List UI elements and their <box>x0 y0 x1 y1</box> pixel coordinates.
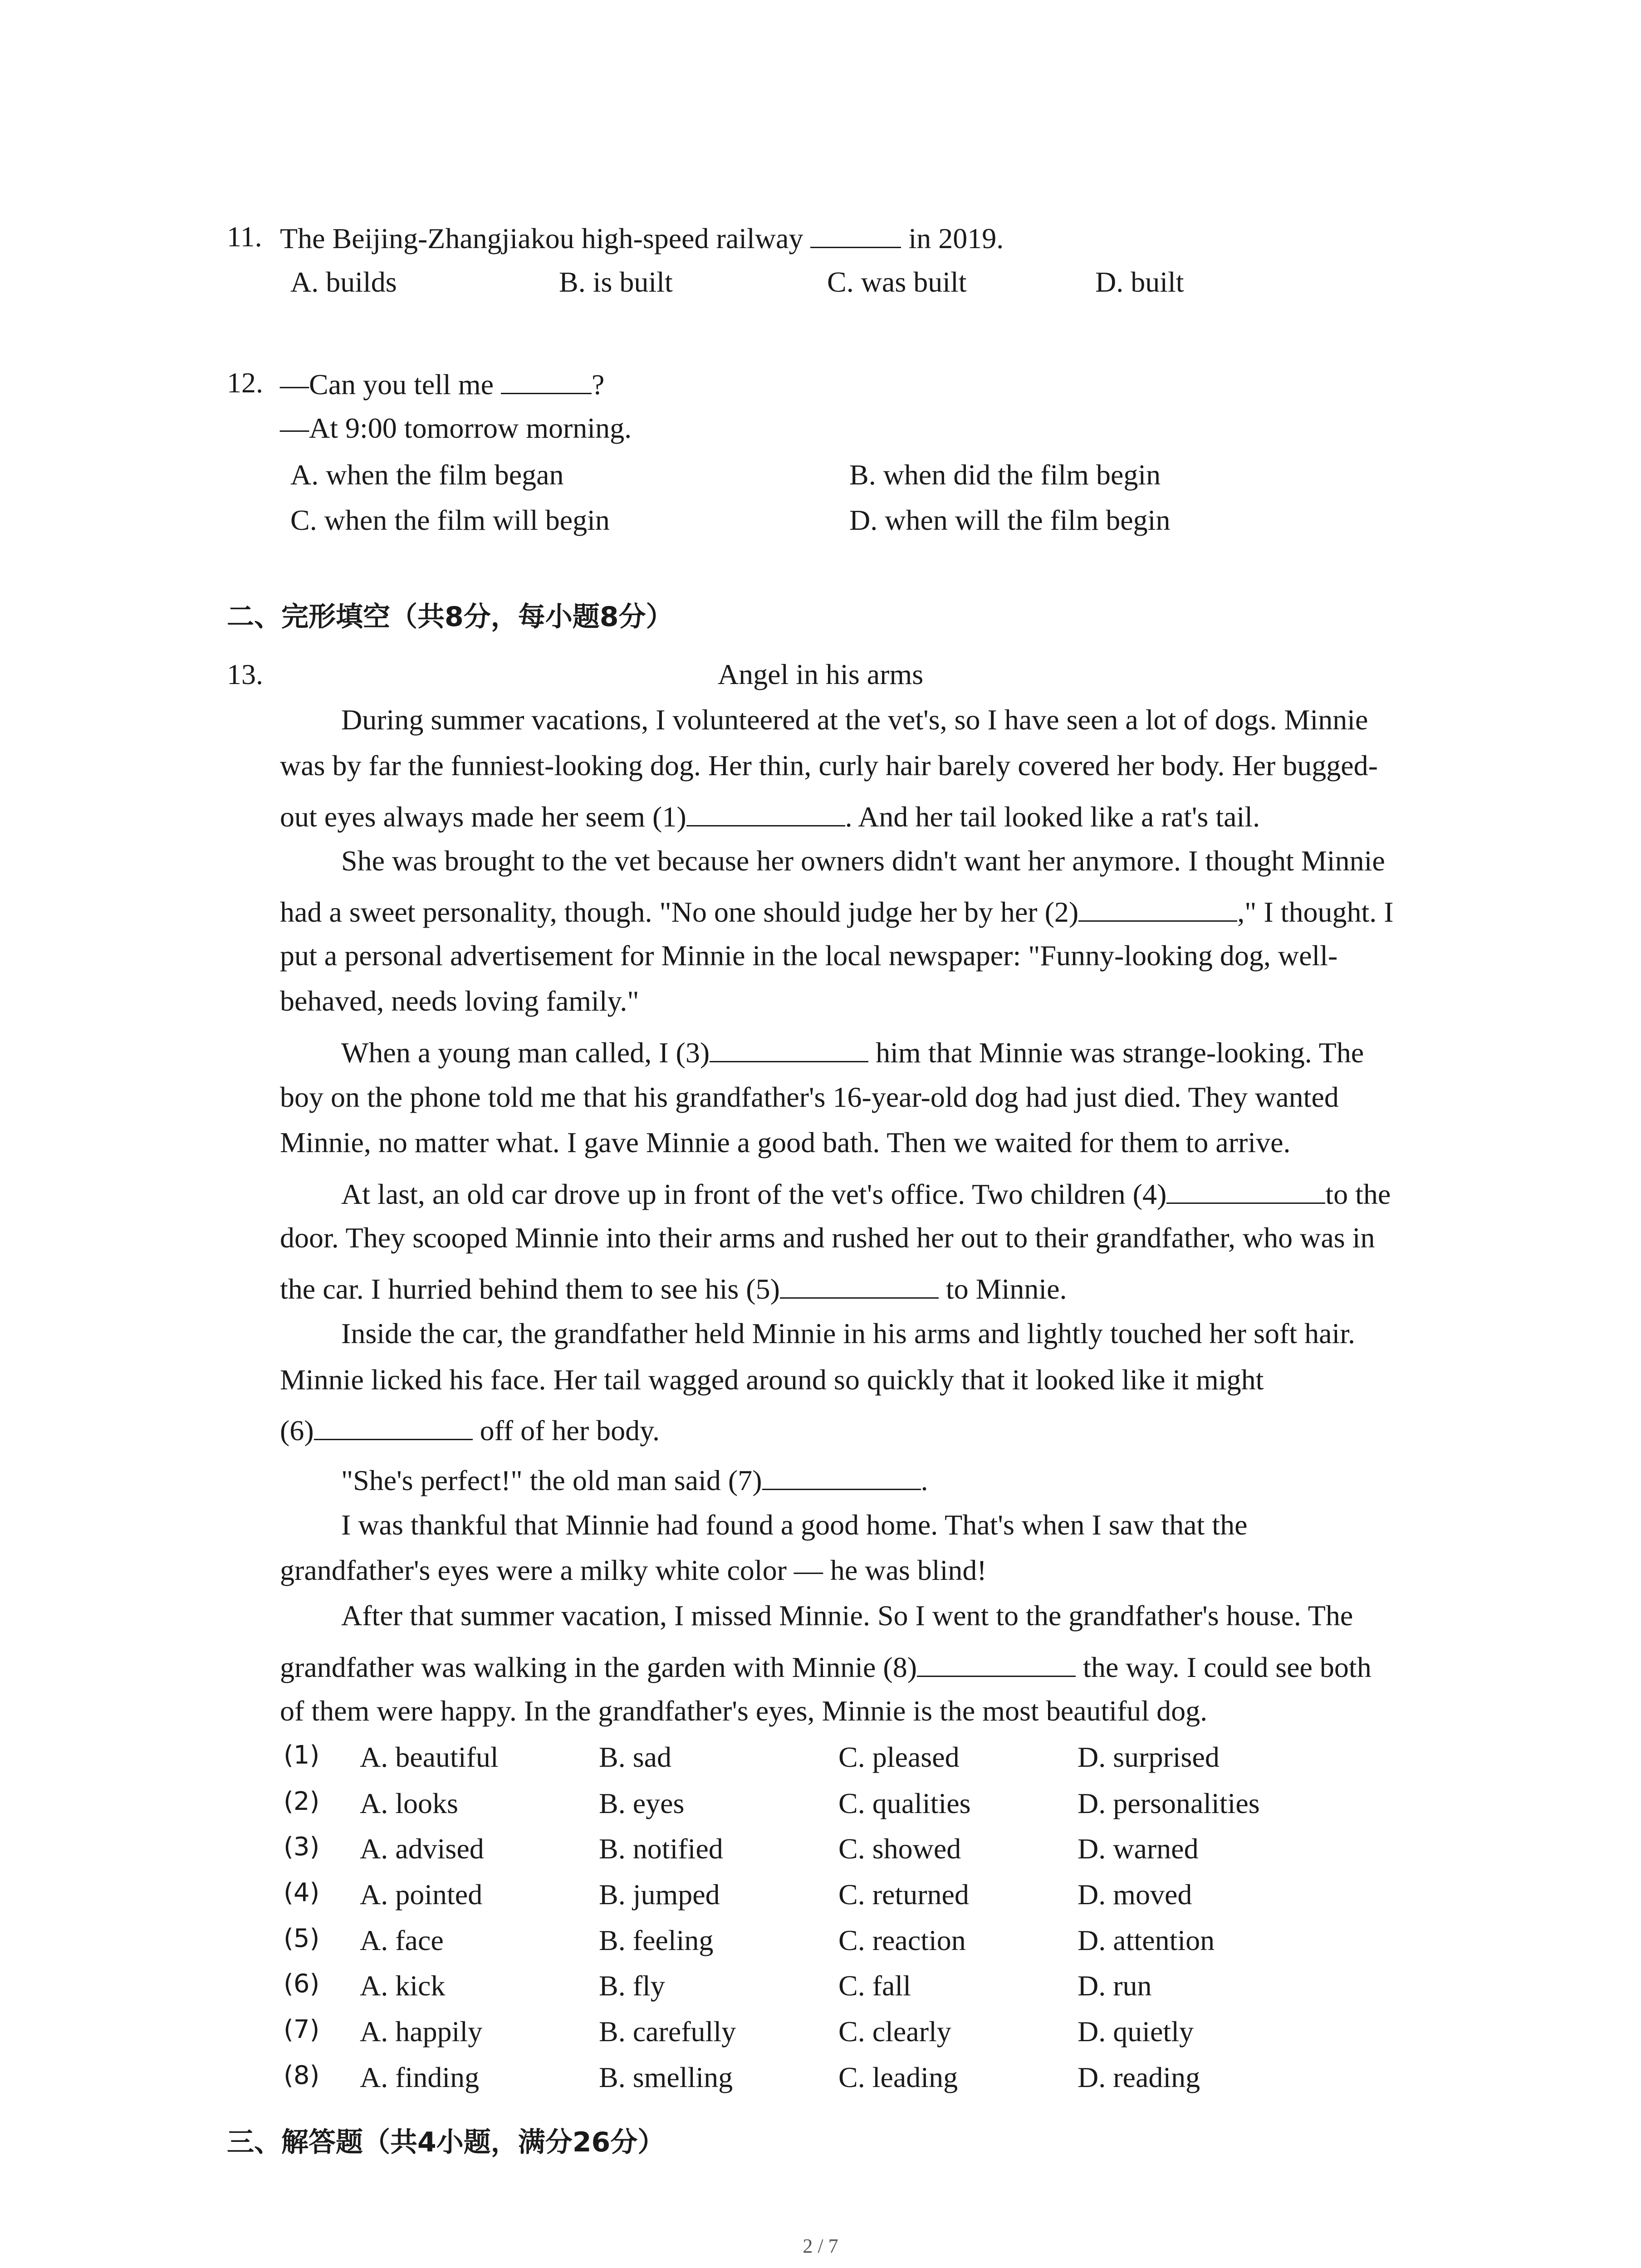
passage-text: At last, an old car drove up in front of the vet's office. Two children (4) <box>341 1178 1167 1210</box>
choice-option-c: C. returned <box>838 1878 969 1911</box>
q11-option-b: B. is built <box>559 266 673 298</box>
passage-text: out eyes always made her seem (1) <box>280 801 686 833</box>
passage-text: grandfather was walking in the garden with Minnie (8) <box>280 1651 917 1683</box>
choice-number: (2) <box>284 1787 320 1816</box>
passage-text: the way. I could see both <box>1076 1651 1372 1683</box>
choice-option-a: A. face <box>360 1924 444 1956</box>
choice-number: (4) <box>284 1878 320 1907</box>
choice-option-c: C. leading <box>838 2061 958 2093</box>
passage-text: . <box>921 1464 928 1496</box>
passage-line: I was thankful that Minnie had found a good home. That's when I saw that the <box>341 1509 1248 1541</box>
choice-option-a: A. happily <box>360 2015 483 2048</box>
passage-line: boy on the phone told me that his grandfather's 16-year-old dog had just died. They wanted <box>280 1081 1339 1113</box>
choice-option-d: D. personalities <box>1078 1787 1260 1819</box>
passage-title: Angel in his arms <box>717 658 924 690</box>
section-3-heading: 三、解答题（共4小题，满分26分） <box>227 2126 665 2158</box>
passage-line: After that summer vacation, I missed Minnie. So I went to the grandfather's house. The <box>341 1599 1353 1632</box>
passage-line: Inside the car, the grandfather held Minnie in his arms and lightly touched her soft hair. <box>341 1317 1356 1349</box>
answer-blank-7 <box>762 1464 921 1490</box>
choice-option-d: D. run <box>1078 1970 1152 2002</box>
answer-blank-5 <box>780 1273 939 1299</box>
choice-option-b: B. eyes <box>599 1787 685 1819</box>
passage-line: door. They scooped Minnie into their arms and rushed her out to their grandfather, who was in <box>280 1222 1375 1254</box>
question-13-number: 13. <box>227 658 263 690</box>
choice-option-d: D. surprised <box>1078 1741 1220 1773</box>
passage-text: to Minnie. <box>938 1273 1067 1305</box>
q12-option-d: D. when will the film begin <box>849 504 1171 536</box>
question-11-stem <box>280 222 1004 253</box>
passage-line <box>341 1036 1364 1067</box>
passage-line: of them were happy. In the grandfather's eyes, Minnie is the most beautiful dog. <box>280 1695 1208 1727</box>
answer-blank-8 <box>917 1651 1076 1677</box>
passage-line <box>341 1464 928 1495</box>
choice-option-b: B. fly <box>599 1970 665 2002</box>
choice-option-b: B. jumped <box>599 1878 720 1911</box>
passage-text: the car. I hurried behind them to see his (5) <box>280 1273 780 1305</box>
passage-line: grandfather's eyes were a milky white color — he was blind! <box>280 1554 987 1586</box>
q11-stem-before: The Beijing-Zhangjiakou high-speed railway <box>280 222 811 254</box>
q12-option-c: C. when the film will begin <box>290 504 610 536</box>
passage-text: to the <box>1325 1178 1391 1210</box>
answer-blank-6 <box>314 1414 473 1440</box>
choice-number: (5) <box>284 1924 320 1953</box>
choice-option-a: A. finding <box>360 2061 480 2093</box>
passage-line <box>280 1651 1372 1682</box>
passage-line: She was brought to the vet because her owners didn't want her anymore. I thought Minnie <box>341 845 1385 877</box>
answer-blank-1 <box>686 801 845 826</box>
passage-text: off of her body. <box>472 1414 660 1447</box>
choice-option-d: D. reading <box>1078 2061 1200 2093</box>
choice-option-a: A. beautiful <box>360 1741 499 1773</box>
q11-option-d: D. built <box>1095 266 1184 298</box>
choice-option-d: D. quietly <box>1078 2015 1194 2048</box>
choice-option-c: C. fall <box>838 1970 911 2002</box>
passage-line: Minnie licked his face. Her tail wagged around so quickly that it looked like it might <box>280 1364 1264 1396</box>
choice-number: (7) <box>284 2015 320 2044</box>
question-11-number: 11. <box>227 220 262 253</box>
passage-line <box>280 801 1260 831</box>
choice-option-a: A. advised <box>360 1833 484 1865</box>
passage-line: Minnie, no matter what. I gave Minnie a good bath. Then we waited for them to arrive. <box>280 1126 1291 1158</box>
passage-line <box>280 1414 660 1445</box>
question-12-line1 <box>280 368 604 399</box>
passage-line <box>341 1178 1391 1209</box>
choice-number: (8) <box>284 2061 320 2090</box>
choice-option-d: D. moved <box>1078 1878 1192 1911</box>
passage-line: behaved, needs loving family." <box>280 985 639 1017</box>
choice-option-c: C. pleased <box>838 1741 960 1773</box>
passage-text: . And her tail looked like a rat's tail. <box>845 801 1260 833</box>
choice-option-b: B. notified <box>599 1833 723 1865</box>
choice-option-a: A. pointed <box>360 1878 483 1911</box>
answer-blank-4 <box>1166 1178 1325 1204</box>
answer-blank-3 <box>710 1036 868 1062</box>
choice-option-d: D. attention <box>1078 1924 1215 1956</box>
passage-line: put a personal advertisement for Minnie in the local newspaper: "Funny-looking dog, well- <box>280 939 1338 972</box>
q12-option-a: A. when the film began <box>290 459 564 491</box>
choice-number: (3) <box>284 1832 320 1862</box>
passage-text: ," I thought. I <box>1237 896 1394 928</box>
q11-option-c: C. was built <box>827 266 967 298</box>
answer-blank-2 <box>1078 896 1237 922</box>
q12-line1-before: —Can you tell me <box>280 368 501 401</box>
answer-blank <box>501 368 592 394</box>
choice-option-b: B. carefully <box>599 2015 736 2048</box>
passage-line <box>280 1273 1067 1304</box>
choice-option-c: C. reaction <box>838 1924 966 1956</box>
choice-option-b: B. smelling <box>599 2061 733 2093</box>
question-12-line2: —At 9:00 tomorrow morning. <box>280 412 632 444</box>
question-12-number: 12. <box>227 367 263 399</box>
choice-option-d: D. warned <box>1078 1833 1199 1865</box>
choice-option-a: A. kick <box>360 1970 446 2002</box>
choice-option-b: B. feeling <box>599 1924 714 1956</box>
q11-option-a: A. builds <box>290 266 397 298</box>
choice-option-c: C. qualities <box>838 1787 971 1819</box>
passage-text: "She's perfect!" the old man said (7) <box>341 1464 762 1496</box>
choice-number: (1) <box>284 1740 320 1770</box>
passage-line: was by far the funniest-looking dog. Her thin, curly hair barely covered her body. Her bugged- <box>280 749 1378 782</box>
passage-text: When a young man called, I (3) <box>341 1036 710 1069</box>
choice-option-c: C. showed <box>838 1833 961 1865</box>
section-2-heading: 二、完形填空（共8分，每小题8分） <box>227 601 673 633</box>
passage-line <box>280 896 1394 927</box>
page-number: 2 / 7 <box>803 2235 838 2257</box>
passage-text: (6) <box>280 1414 314 1447</box>
q11-stem-after: in 2019. <box>901 222 1004 254</box>
answer-blank <box>810 222 901 248</box>
q12-line1-after: ? <box>592 368 605 401</box>
choice-option-b: B. sad <box>599 1741 671 1773</box>
choice-number: (6) <box>284 1969 320 1999</box>
passage-line: During summer vacations, I volunteered at the vet's, so I have seen a lot of dogs. Minnie <box>341 704 1368 736</box>
passage-text: him that Minnie was strange-looking. The <box>868 1036 1364 1069</box>
choice-option-c: C. clearly <box>838 2015 951 2048</box>
passage-text: had a sweet personality, though. "No one should judge her by her (2) <box>280 896 1079 928</box>
q12-option-b: B. when did the film begin <box>849 459 1161 491</box>
choice-option-a: A. looks <box>360 1787 458 1819</box>
